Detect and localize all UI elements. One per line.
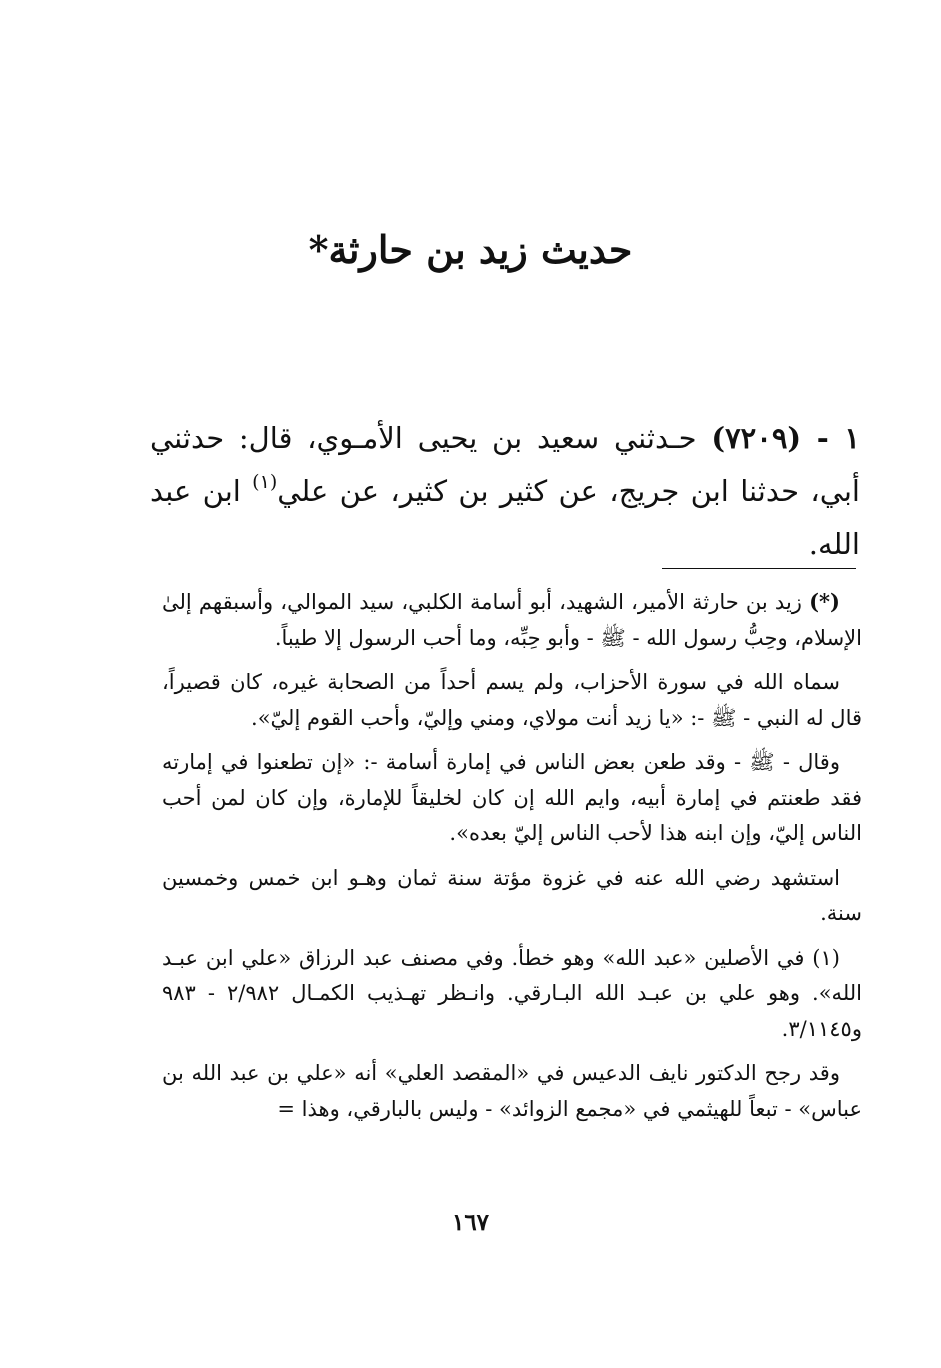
footnote-star-text: زيد بن حارثة الأمير، الشهيد، أبو أسامة الكلبي، سيد الموالي، وأسبقهم إلىٰ الإسلام، وحِبُّ رسول الله - ﷺ - وأبو حِبِّه، وما أحب الرسول إلا طيباً. — [162, 590, 862, 650]
hadith-paragraph — [150, 412, 860, 571]
footnote-star — [162, 584, 862, 656]
footnote-star-paragraph-4: استشهد رضي الله عنه في غزوة مؤتة سنة ثمان وهـو ابن خمس وخمسين سنة. — [162, 865, 862, 925]
footnote-star-marker: (*) — [809, 589, 840, 614]
footnote-1-marker: (١) — [812, 945, 840, 970]
footnote-1-text: في الأصلين «عبد الله» وهو خطأ. وفي مصنف عبد الرزاق «علي ابن عبـد الله». وهو علي بن عبـد الله البـارقي. وانـظر تهـذيب الكمـال ٢/٩٨٢ - ٩٨٣ و٣/١١٤٥. — [162, 945, 863, 1041]
footnote-1 — [162, 941, 862, 1048]
footnotes-block — [162, 584, 862, 1127]
hadith-text-block — [150, 412, 860, 571]
page-number: ١٦٧ — [451, 1209, 490, 1236]
footnote-star-paragraph-2: سماه الله في سورة الأحزاب، ولم يسم أحداً من الصحابة غيره، كان قصيراً، قال له النبي - ﷺ -: «يا زيد أنت مولاي، ومني وإليّ، وأحب القوم إليّ». — [162, 670, 862, 730]
hadith-number: ١ - (٧٢٠٩) — [711, 421, 860, 455]
hadith-chain-text: حـدثني سعيد بن يحيى الأمـوي، قال: حدثني أبي، حدثنا ابن جريج، عن كثير بن كثير، عن علي — [150, 421, 860, 508]
chapter-title: حديث زيد بن حارثة* — [308, 227, 633, 272]
hadith-chain-text-end: ابن عبد الله. — [150, 474, 860, 561]
footnote-reference: (١) — [252, 471, 278, 493]
footnote-star-paragraph-3: وقال - ﷺ - وقد طعن بعض الناس في إمارة أسامة -: «إن تطعنوا في إمارته فقد طعنتم في إمارة أبيه، وايم الله إن كان لخليقاً للإمارة، وإن كان لمن أحب الناس إليّ، وإن ابنه هذا لأحب الناس إليّ بعده». — [162, 750, 862, 845]
footnote-separator — [662, 568, 856, 569]
footnote-1-continuation: وقد رجح الدكتور نايف الدعيس في «المقصد العلي» أنه «علي بن عبد الله بن عباس» - تبعاً للهيثمي في «مجمع الزوائد» - وليس بالبارقي، وهذا = — [162, 1061, 862, 1121]
